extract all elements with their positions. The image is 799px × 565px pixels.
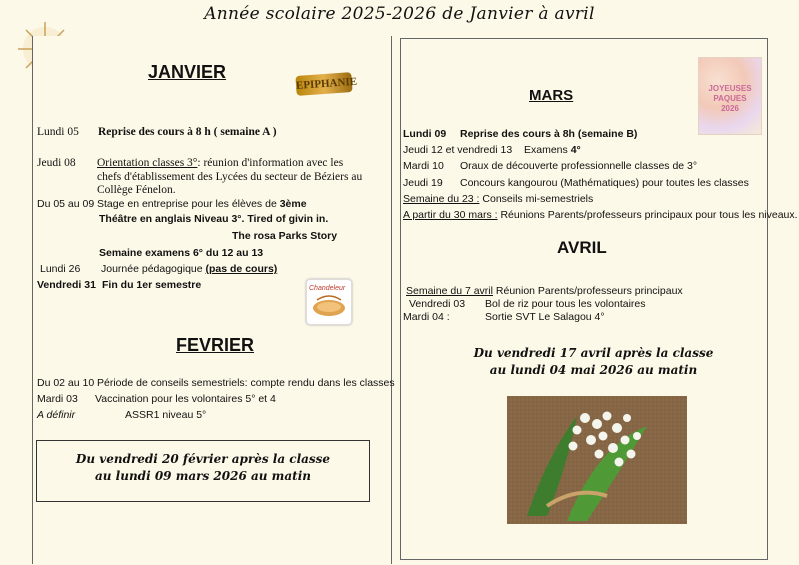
janvier-date-8: Vendredi 31 — [37, 279, 96, 291]
mars-text-1: Reprise des cours à 8h (semaine B) — [460, 128, 638, 140]
mars-row-5: Semaine du 23 : Conseils mi-semestriels — [403, 193, 594, 205]
janvier-text-7: Journée pédagogique (pas de cours) — [101, 263, 278, 275]
avril-vacances-line-2: au lundi 04 mai 2026 au matin — [489, 363, 698, 377]
mars-text-3: Oraux de découverte professionnelle classes de 3° — [460, 160, 698, 172]
janvier-date-7: Lundi 26 — [40, 263, 81, 275]
janvier-text-2: Orientation classes 3°: réunion d'information avec les — [97, 157, 344, 169]
avril-text-2: Bol de riz pour tous les volontaires — [485, 298, 646, 310]
avril-vacances-line-1: Du vendredi 17 avril après la classe — [473, 346, 714, 360]
mars-date-1: Lundi 09 — [403, 128, 447, 140]
fevrier-vacances-box — [36, 440, 370, 502]
fevrier-text-1: Période de conseils semestriels: compte rendu dans les classes — [97, 377, 395, 389]
avril-date-2: Vendredi 03 — [409, 298, 466, 310]
mars-text-4: Concours kangourou (Mathématiques) pour toutes les classes — [460, 177, 749, 189]
janvier-date-2: Jeudi 08 — [37, 157, 76, 169]
fevrier-date-3: A définir — [37, 409, 76, 421]
avril-date-3: Mardi 04 : — [403, 311, 450, 323]
mars-row-6: A partir du 30 mars : Réunions Parents/professeurs principaux pour tous les niveaux. — [403, 209, 798, 221]
mars-title: MARS — [529, 87, 574, 104]
janvier-title: JANVIER — [148, 62, 227, 82]
mars-date-4: Jeudi 19 — [403, 177, 443, 189]
paques-line-3: 2026 — [721, 104, 739, 113]
paques-line-2: PAQUES — [713, 94, 747, 103]
janvier-text-5: The rosa Parks Story — [232, 230, 338, 242]
avril-text-3: Sortie SVT Le Salagou 4° — [485, 311, 605, 323]
janvier-text-6: Semaine examens 6° du 12 au 13 — [99, 247, 264, 259]
page-title: Année scolaire 2025-2026 de Janvier à avril — [204, 4, 595, 24]
lily-of-the-valley-icon — [507, 396, 687, 524]
fevrier-date-1: Du 02 au 10 — [37, 377, 95, 389]
janvier-text-2c: Collège Fénelon. — [97, 184, 176, 196]
fevrier-text-3: ASSR1 niveau 5° — [125, 409, 207, 421]
janvier-text-2b: chefs d'établissement des Lycées du secteur de Béziers au — [97, 171, 363, 183]
mars-date-3: Mardi 10 — [403, 160, 444, 172]
chandeleur-image — [306, 279, 352, 325]
janvier-text-4: Théâtre en anglais Niveau 3°. Tired of givin in. — [99, 213, 329, 225]
paques-badge — [698, 57, 762, 135]
janvier-date-3: Du 05 au 09 — [37, 198, 95, 210]
mars-date-2: Jeudi 12 et vendredi 13 — [403, 144, 513, 156]
mars-text-2: Examens 4° — [524, 144, 581, 156]
fevrier-vacances-line-2: au lundi 09 mars 2026 au matin — [95, 469, 311, 483]
chandeleur-label: Chandeleur — [309, 285, 346, 292]
fevrier-date-2: Mardi 03 — [37, 393, 78, 405]
avril-row-1: Semaine du 7 avril Réunion Parents/professeurs principaux — [406, 285, 683, 297]
epiphanie-badge: EPIPHANIE — [295, 72, 352, 96]
janvier-date-1: Lundi 05 — [37, 126, 79, 138]
muguet-image — [507, 396, 687, 524]
janvier-text-8: Fin du 1er semestre — [102, 279, 202, 291]
fevrier-vacances-line-1: Du vendredi 20 février après la classe — [75, 452, 331, 466]
fevrier-title: FEVRIER — [176, 335, 255, 355]
avril-title: AVRIL — [557, 238, 607, 257]
paques-line-1: JOYEUSES — [708, 84, 752, 93]
fevrier-text-2: Vaccination pour les volontaires 5° et 4 — [95, 393, 276, 405]
janvier-text-1: Reprise des cours à 8 h ( semaine A ) — [98, 126, 277, 138]
orientation-link: Orientation classes 3° — [97, 157, 198, 169]
janvier-text-3: Stage en entreprise pour les élèves de 3ème — [97, 198, 307, 210]
